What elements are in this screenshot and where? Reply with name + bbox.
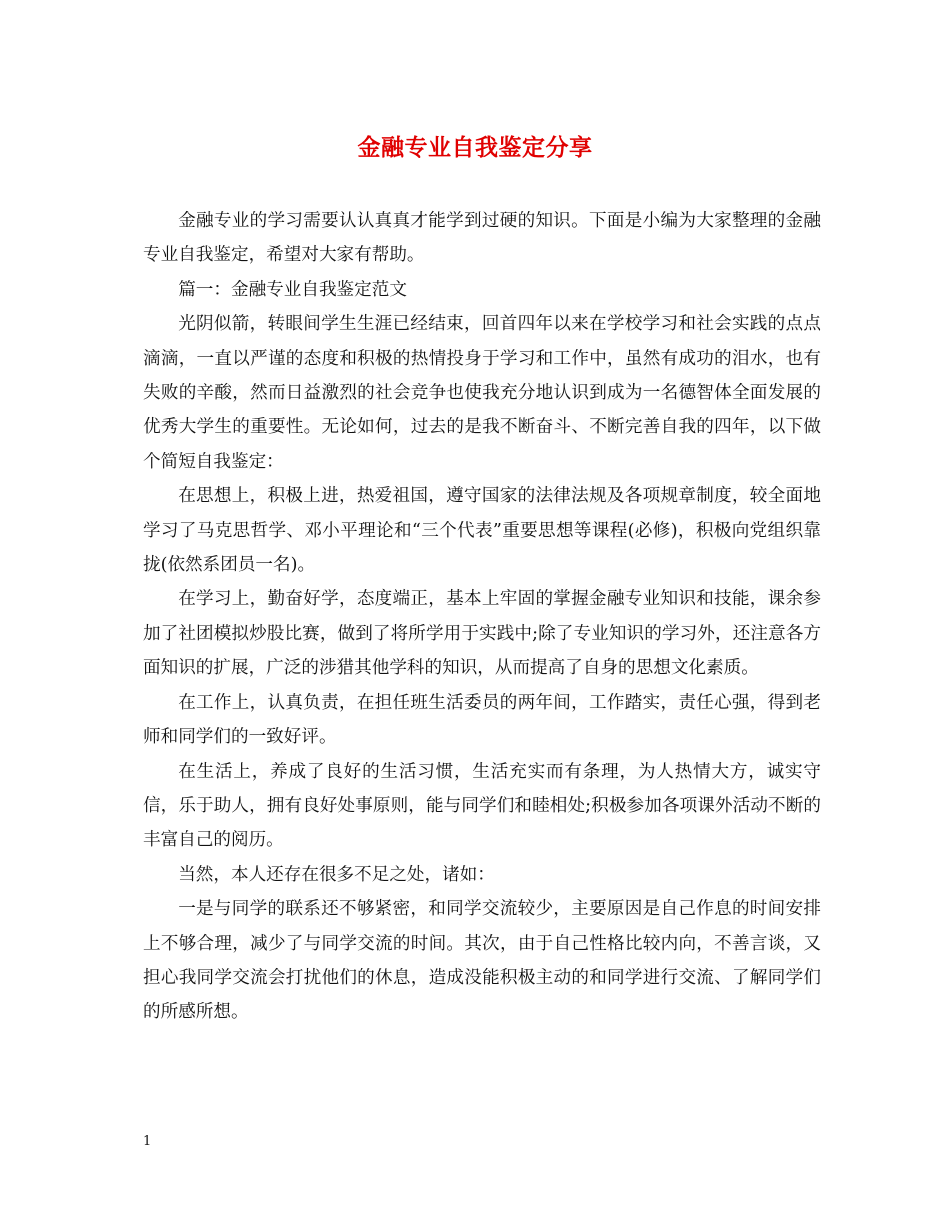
body-paragraph: 在学习上，勤奋好学，态度端正，基本上牢固的掌握金融专业知识和技能，课余参加了社团模拟炒股比赛，做到了将所学用于实践中;除了专业知识的学习外，还注意各方面知识的扩展，广泛的涉猎其他学科的知识，从而提高了自身的思想文化素质。 bbox=[143, 589, 821, 679]
body-paragraph: 一是与同学的联系还不够紧密，和同学交流较少，主要原因是自己作息的时间安排上不够合理，减少了与同学交流的时间。其次，由于自己性格比较内向，不善言谈，又担心我同学交流会打扰他们的休息，造成没能积极主动的和同学进行交流、了解同学们的所感所想。 bbox=[143, 899, 821, 1023]
body-paragraph: 在思想上，积极上进，热爱祖国，遵守国家的法律法规及各项规章制度，较全面地学习了马克思哲学、邓小平理论和“三个代表”重要思想等课程(必修)，积极向党组织靠拢(依然系团员一名)。 bbox=[143, 486, 821, 576]
document-body bbox=[143, 204, 821, 1030]
body-paragraph: 当然，本人还存在很多不足之处，诸如： bbox=[178, 864, 495, 885]
body-paragraph: 在生活上，养成了良好的生活习惯，生活充实而有条理，为人热情大方，诚实守信，乐于助人，拥有良好处事原则，能与同学们和睦相处;积极参加各项课外活动不断的丰富自己的阅历。 bbox=[143, 761, 821, 851]
body-paragraph: 光阴似箭，转眼间学生生涯已经结束，回首四年以来在学校学习和社会实践的点点滴滴，一直以严谨的态度和积极的热情投身于学习和工作中，虽然有成功的泪水，也有失败的辛酸，然而日益激烈的社会竞争也使我充分地认识到成为一名德智体全面发展的优秀大学生的重要性。无论如何，过去的是我不断奋斗、不断完善自我的四年，以下做个简短自我鉴定： bbox=[143, 314, 821, 472]
section-heading: 篇一：金融专业自我鉴定范文 bbox=[178, 279, 407, 300]
document-title: 金融专业自我鉴定分享 bbox=[357, 134, 593, 161]
intro-paragraph: 金融专业的学习需要认认真真才能学到过硬的知识。下面是小编为大家整理的金融专业自我鉴定，希望对大家有帮助。 bbox=[143, 211, 821, 266]
page-number: 1 bbox=[143, 1134, 152, 1149]
body-paragraph: 在工作上，认真负责，在担任班生活委员的两年间，工作踏实，责任心强，得到老师和同学们的一致好评。 bbox=[143, 692, 821, 748]
